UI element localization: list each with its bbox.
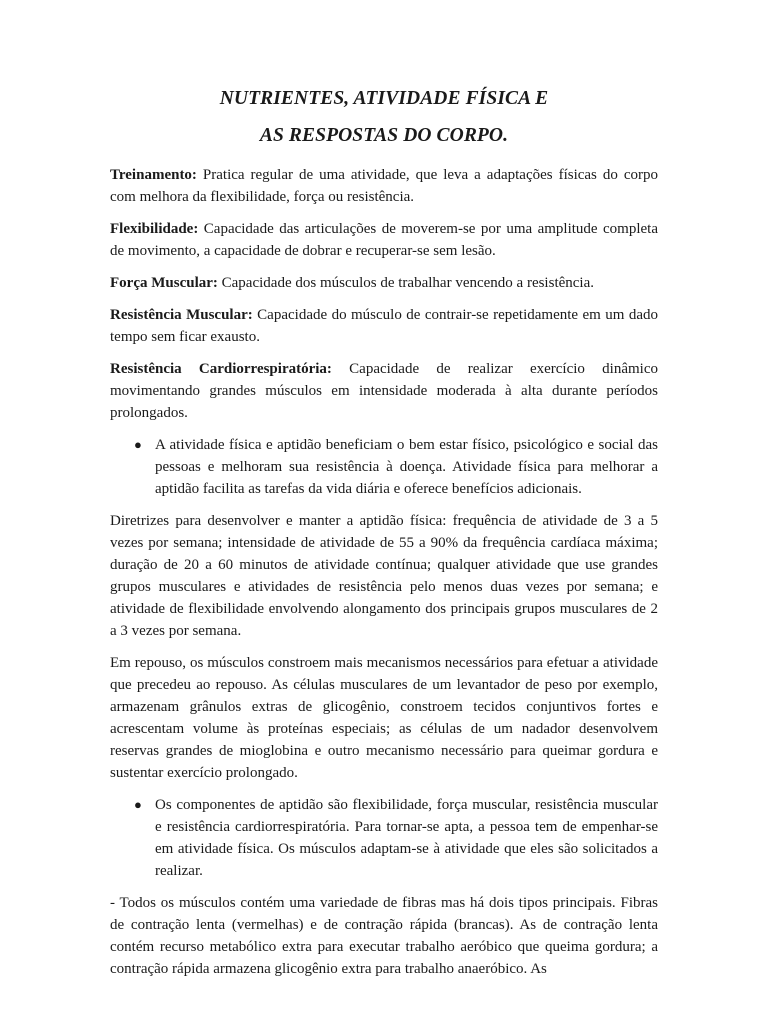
- term-label: Resistência Muscular:: [110, 307, 253, 323]
- definition-flexibilidade: [110, 218, 658, 262]
- bullet-list-1: [110, 434, 658, 500]
- bullet-icon: ●: [134, 797, 142, 812]
- paragraph-diretrizes: Diretrizes para desenvolver e manter a aptidão física: frequência de atividade de 3 a 5 vezes por semana; intensidade de atividade de 55 a 90% da frequência cardíaca máxima; duração de 20 a 60 minutos de atividade contínua; qualquer atividade que use grandes grupos musculares e atividades de resistência pelo menos duas vezes por semana; e atividade de flexibilidade envolvendo alongamento dos principais grupos musculares de 2 a 3 vezes por semana.: [110, 513, 658, 639]
- term-text: Pratica regular de uma atividade, que leva a adaptações físicas do corpo com melhora da flexibilidade, força ou resistência.: [110, 167, 658, 205]
- bullet-list-2: [110, 794, 658, 882]
- term-text: Capacidade de realizar exercício dinâmico movimentando grandes músculos em intensidade moderada à alta durante períodos prolongados.: [110, 361, 658, 421]
- term-label: Força Muscular:: [110, 275, 218, 291]
- term-label: Flexibilidade:: [110, 221, 199, 237]
- title-line-2: AS RESPOSTAS DO CORPO.: [259, 125, 509, 146]
- list-item-text: A atividade física e aptidão beneficiam o bem estar físico, psicológico e social das pessoas e melhoram sua resistência à doença. Atividade física para melhorar a aptidão facilita as tarefas da vida diária e oferece benefícios adicionais.: [155, 437, 658, 497]
- list-item: [134, 794, 658, 882]
- list-item: [134, 434, 658, 500]
- term-text: Capacidade do músculo de contrair-se repetidamente em um dado tempo sem ficar exausto.: [110, 307, 659, 345]
- bullet-icon: ●: [134, 437, 142, 452]
- title-line-1: NUTRIENTES, ATIVIDADE FÍSICA E: [219, 88, 549, 109]
- term-text: Capacidade dos músculos de trabalhar vencendo a resistência.: [217, 275, 594, 291]
- term-text: Capacidade das articulações de moverem-se por uma amplitude completa de movimento, a capacidade de dobrar e recuperar-se sem lesão.: [110, 221, 658, 259]
- list-item-text: Os componentes de aptidão são flexibilidade, força muscular, resistência muscular e resistência cardiorrespiratória. Para tornar-se apta, a pessoa tem de empenhar-se em atividade física. Os músculos adaptam-se à atividade que eles são solicitados a realizar.: [155, 797, 658, 879]
- paragraph-fibras: - Todos os músculos contém uma variedade de fibras mas há dois tipos principais. Fibras de contração lenta (vermelhas) e de contração rápida (brancas). As de contração lenta contém recurso metabólico extra para executar trabalho aeróbico que queima gordura; a contração rápida armazena glicogênio extra para trabalho anaeróbico. As: [110, 895, 658, 977]
- paragraph-repouso: Em repouso, os músculos constroem mais mecanismos necessários para efetuar a atividade que precedeu ao repouso. As células musculares de um levantador de peso por exemplo, armazenam grânulos extras de glicogênio, constroem tecidos conjuntivos fortes e acrescentam volume às proteínas especiais; as células de um nadador desenvolvem reservas grandes de mioglobina e outro mecanismo necessário para queimar gordura e sustentar exercício prolongado.: [110, 655, 658, 781]
- definition-resistencia-muscular: [110, 304, 658, 348]
- definition-treinamento: [110, 164, 658, 208]
- definition-resistencia-cardiorrespiratoria: [110, 358, 658, 424]
- definition-forca-muscular: [110, 272, 658, 294]
- term-label: Treinamento:: [110, 167, 197, 183]
- term-label: Resistência Cardiorrespiratória:: [110, 361, 332, 377]
